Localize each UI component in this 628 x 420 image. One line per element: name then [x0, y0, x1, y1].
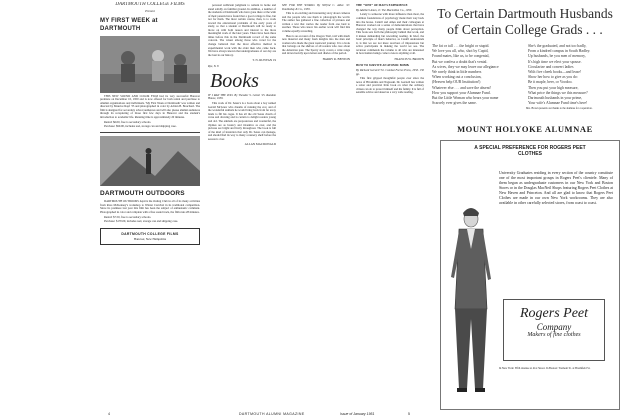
man-in-suit-illustration — [445, 159, 495, 403]
article-body: Lately to someone with more influence than most, the common foundations of psychology made their way back into the house. Cantril and Ames and their colleagues at Hanover worked out a series of demonstrations that have changed the way many people think about perception. This book sets forth the philosophy behind that work, and it makes demanding but rewarding reading. In brief, the basic principle of man's behavior, as Cantril understands it, is that we are not mere receivers of impressions but active participants in making the world we see. The reviewer commends the volume to all who are interested in how human beings come to know anything at all. — [356, 12, 424, 56]
ad-poem-left — [432, 44, 522, 106]
issue-left: Issue of January 1951 — [340, 412, 375, 416]
outdoors-image — [100, 136, 200, 186]
ad-left-line: Whatever else . . . and save the absent! — [432, 85, 491, 90]
ad-right-line: Your wife's Alumnae Fund time's here! — [528, 101, 588, 106]
review-2-body: This is an exciting and interesting story about cameras and the people who use them to photograph the world. The author has gathered a fine collection of pictures and written a text that carries the reader from one land to another. Those who know his earlier work will find this volume equally rewarding. — [282, 11, 350, 34]
letter-text: personal sufficient judgment to remain in home and stand solidly on familiar ground. In addition, a number of the students at Dartmouth who have gone there at the wish of their parents have found that a good college is fine, but not for them. The most certain course, then, is to work toward the educational problems of the early years of study, so that a student at Dartmouth will be ready to move on with both reason and interest to the more meaningful work of the later years. There have been three times before this in the Dartmouth record of the same concern. The wisest among those who voted for the change believed that the most effective method is experimental work with the older men who came back. We have always known that undergraduates of our day are the best in our history. — [208, 4, 276, 57]
rental-1: Rental: $6.00, free to secondary schools. — [104, 119, 152, 124]
review-2 — [282, 4, 350, 56]
reviewer-3: FRANCIS W. BROWN — [394, 57, 424, 62]
ad-headline: To Certain Dartmouth Husbands of Certain College Grads . . . — [437, 6, 613, 37]
ad-poem — [432, 44, 618, 106]
ad-right-line: From a kindred campus in South Hadley. — [528, 49, 591, 54]
how-to-body: This first gripped thoughtful people ever since the news of Hiroshima and Nagasaki. Dr. Gerstell has written a sober and practical little book on what the ordinary citizen can do to protect himself and his family. It is full of sensible advice and deserves a very wide reading. — [356, 76, 424, 95]
ad-right-line: Up husbands, be you men of memory, — [528, 54, 586, 59]
logo-tagline: Makers of fine clothes — [527, 332, 581, 338]
fashion-figure — [445, 159, 495, 403]
ad-right-line: Dartmouth husbands in your prime, — [528, 96, 583, 101]
reviewer-2: HARRY R. BENTON — [322, 57, 350, 62]
ad-left-line: How you support your Alumnae Fund. — [432, 90, 491, 95]
reviews-column — [282, 4, 350, 414]
page-number-right: 5 — [408, 412, 410, 416]
article — [356, 4, 424, 56]
ad-left-line: We rarely think in little numbers — [432, 70, 482, 75]
outdoors-title: DARTMOUTH OUTDOORS — [100, 189, 185, 197]
ad-right-line: Circularize and convert ladies — [528, 64, 574, 69]
ad-signoff: MOUNT HOLYOKE ALUMNAE — [457, 124, 593, 134]
article-title: THE "WHY" OF MAN'S EXPERIENCE — [356, 4, 408, 7]
review-1-title: IF I RAN THE ZOO. By Theodor S. Geisel '25. Random House, 1950. — [208, 92, 276, 101]
ad-right-line: Then you put your high measure, — [528, 85, 579, 90]
ad-left-line: The fat or tall . . . the bright or stupid. — [432, 44, 490, 48]
films-box-name: DARTMOUTH COLLEGE FILMS — [121, 231, 179, 236]
reviewer-1: ALLAN MACDONALD — [244, 142, 276, 147]
film-still-image — [100, 36, 200, 93]
outdoors-text: DARTMOUTH OUTDOORS depicts the Outing Club in all of its many activities from Ross McKenney's workshop to Winter Carnival in its traditional competition. Since its premiere last year this film has been the subject of enthusiastic comment. Photographed in color and complete with a fine sound track, the film runs 28 minutes. — [100, 199, 200, 214]
divider — [100, 132, 200, 133]
left-column — [100, 2, 200, 412]
letter-signature: T. N. RUNYAN 19 — [252, 58, 276, 63]
rogers-peet-addresses: In New York: Fifth Avenue at 41st Street. In Boston: Tremont St. at Bromfield St. — [499, 367, 591, 370]
books-heading: Books — [210, 69, 259, 92]
ad-left-line: Scarcely ever gives the same. — [432, 101, 477, 106]
ad-left-line: When working out a conclusion, — [432, 75, 482, 80]
ad-right-line: It's high time we elect your spouse. — [528, 59, 582, 64]
mount-holyoke-ad — [432, 6, 618, 126]
films-box-address: Hanover, New Hampshire — [133, 236, 167, 241]
ad-right-line: She's the graduated, and not too badly, — [528, 44, 587, 48]
article-meta: By Adelbert Ames, Jr. The Macmillan Co., 1950. — [356, 7, 412, 12]
logo-company: Company — [536, 322, 572, 332]
ad-right-line: Show her how to give as you do: — [528, 75, 578, 80]
magazine-name: DARTMOUTH ALUMNI MAGAZINE — [239, 412, 305, 416]
purchase-1: Purchase: $90.00, includes reel, storage can and shipping case. — [104, 124, 177, 129]
review-3-body: Here is an account of the Oregon Trail, told with much new material and many fresh insights into the men and women who made the great westward journey. It is a book that belongs on the shelves of all readers who care about the American past. The Sperry story covers a wide range and draws heavily upon letters and diaries of the period. — [282, 33, 350, 56]
ad-right-line: What price the things we this measure? — [528, 90, 588, 95]
first-week-text: THIS NEW SOUND AND COLOR FILM had its very successful Hanover premiere on December 10, 1950 and is now offered for both rental and purchase to Alumni organizations and individuals. 'My First Week at Dartmouth' was written and directed by Maurice Rapf '35 and photographed in color by Adrian B. Bouchard. The film is designed for secondary school audiences and will also please alumni audiences through its recapturing of those first few days in Hanover and the student's introduction to academic life. Running time is approximately 20 minutes. — [100, 93, 200, 119]
rogers-peet-title: A SPECIAL PREFERENCE FOR ROGERS PEET CLOTHES — [474, 145, 586, 157]
rogers-peet-body: University Graduates residing in every section of the country constitute one of the most important groups in Rogers Peet's clientele. Many of them began as undergraduate customers in our New York and Boston Stores or in the Douglas MacNeil Shops featuring Rogers Peet Clothes at New Haven and Princeton. And all are glad to know that Rogers Peet Clothes are made in our own New York workrooms. They are also available in other carefully selected stores, from coast to coast. — [499, 171, 613, 205]
letters-books-column — [208, 4, 276, 414]
ad-left-line: But the Little Woman who bears your name — [432, 96, 499, 101]
ad-right-line: Be it maple, beer, or Voodoo. — [528, 80, 573, 85]
purchase-2: Purchase: $170.00, includes reel, storage can and shipping case. — [104, 219, 179, 224]
rogers-peet-logo — [503, 299, 605, 361]
first-week-body — [100, 95, 200, 129]
letter-place: Rye, N. Y. — [208, 64, 220, 69]
rogers-peet-ad — [440, 140, 620, 410]
first-week-title: MY FIRST WEEK at DARTMOUTH — [100, 17, 158, 32]
ad-left-line: But we confess a doubt that's venial. — [432, 59, 488, 64]
rental-2: Rental: $7.50, free to secondary schools. — [104, 214, 152, 219]
review-2-title: SEE FOR THE WORLD. By Wilfrid C. Albee '47. Doubleday & Co., 1950. — [282, 4, 350, 11]
logo-script: Rogers Peet — [519, 306, 589, 321]
ad-left-line: As wives, they we may leave our allegiance — [432, 64, 499, 69]
outdoors-photo — [100, 136, 200, 186]
film-still-photo — [100, 36, 200, 93]
ad-left-line: (Heaven help OUR Institution!) — [432, 80, 481, 85]
review-1 — [208, 94, 276, 141]
article-column — [356, 4, 424, 414]
films-address-box — [100, 228, 200, 245]
ad-left-line: We love you all, who, shot by Cupid, — [432, 49, 489, 54]
presents-label: Present — [145, 8, 155, 13]
how-to-meta: By Richard Gerstell '32. Combat Forces Press, 1950. 150 pp. — [356, 67, 424, 76]
how-to-review — [356, 64, 424, 95]
brand-heading: DARTMOUTH COLLEGE FILMS — [115, 2, 185, 7]
ad-left-line: Found mates, like us, to be congenial, — [432, 54, 490, 59]
review-1-body: This work of Dr. Seuss's is a book about a boy named Gerald McGrew who dreams of running the zoo; and of the wonderful animals he would bring back from far away lands to fill his cages. It has all the old Seuss charm of verse and drawing and is certain to delight readers young and old. The animals are preposterous and wonderful, the rhymes are as bouncy and inventive as ever, and the pictures are bright and lively throughout. The book is full of the kind of invention that only Dr. Seuss can manage, and should find its way to many a nursery shelf before the season is over. — [208, 101, 276, 141]
page-number-left: 4 — [108, 412, 110, 416]
how-to-title: HOW TO SURVIVE AN ATOMIC BOMB. — [356, 63, 410, 68]
ad-right-line: With five cheek books—and lease! — [528, 70, 582, 75]
outdoors-body — [100, 200, 200, 224]
letter-body — [208, 4, 276, 57]
ad-footnote: Mrs. Brown presents our thanks to the alumnae for cooperation. — [526, 107, 593, 111]
ad-poem-right — [528, 44, 618, 106]
